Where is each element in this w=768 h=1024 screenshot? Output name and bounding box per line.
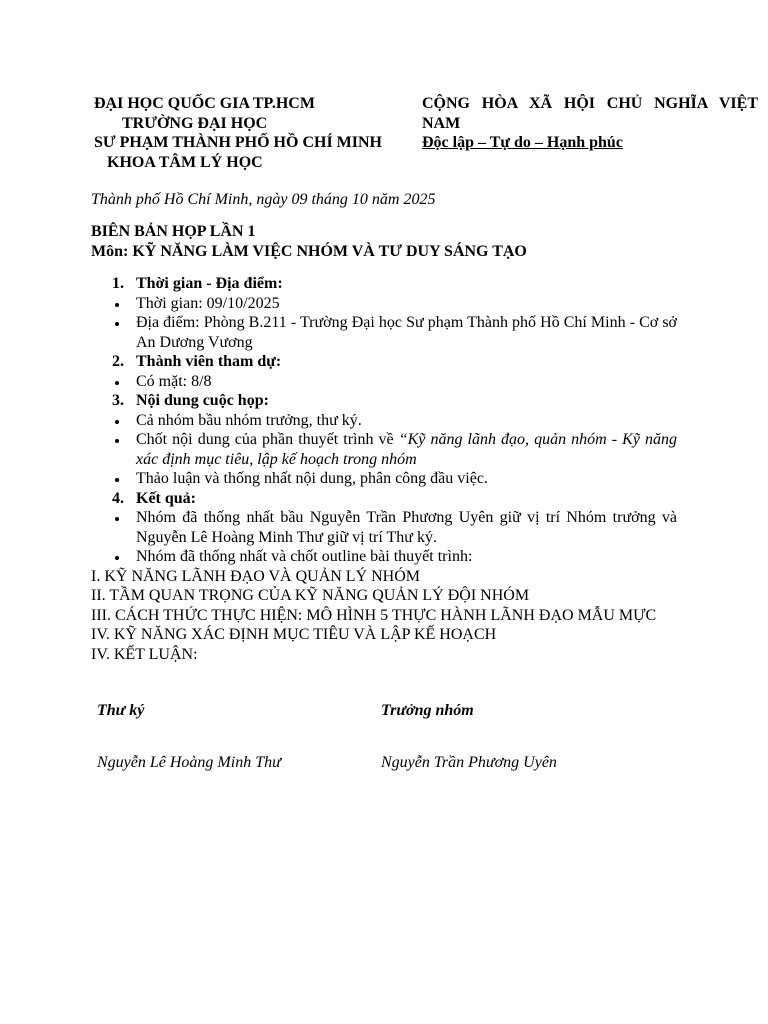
school-name-line2: SƯ PHẠM THÀNH PHỐ HỒ CHÍ MINH xyxy=(94,134,382,151)
minutes-content xyxy=(91,274,677,664)
secretary-name: Nguyễn Lê Hoàng Minh Thư xyxy=(97,754,281,771)
section-heading xyxy=(91,391,677,411)
leader-title: Trưởng nhóm xyxy=(381,702,474,719)
presentation-topic: “Kỹ năng lãnh đạo, quản nhóm - Kỹ năng xác định mục tiêu, lập kế hoạch trong nhóm xyxy=(136,431,677,468)
secretary-title: Thư ký xyxy=(97,702,145,719)
section-heading xyxy=(91,352,677,372)
section-heading xyxy=(91,489,677,509)
list-item: Cả nhóm bầu nhóm trưởng, thư ký. xyxy=(91,411,677,431)
leader-name: Nguyễn Trần Phương Uyên xyxy=(381,754,557,771)
document-subject: Môn: KỸ NĂNG LÀM VIỆC NHÓM VÀ TƯ DUY SÁNG TẠO xyxy=(91,243,527,260)
outline-item: II. TẦM QUAN TRỌNG CỦA KỸ NĂNG QUẢN LÝ ĐỘI NHÓM xyxy=(91,587,530,604)
list-item: Thảo luận và thống nhất nội dung, phân công đầu việc. xyxy=(91,469,677,489)
university-name: ĐẠI HỌC QUỐC GIA TP.HCM xyxy=(94,95,315,112)
nation-name-line2: NAM xyxy=(422,114,461,132)
nation-name-line1: CỘNG HÒA XÃ HỘI CHỦ NGHĨA VIỆT xyxy=(422,95,758,112)
document-date: Thành phố Hồ Chí Minh, ngày 09 tháng 10 năm 2025 xyxy=(91,191,436,208)
list-item xyxy=(91,430,677,469)
section-title: Thời gian - Địa điểm: xyxy=(136,275,283,292)
section-number: 4. xyxy=(112,489,124,507)
outline-item: IV. KỸ NĂNG XÁC ĐỊNH MỤC TIÊU VÀ LẬP KẾ HOẠCH xyxy=(91,626,497,643)
section-title: Thành viên tham dự: xyxy=(136,353,282,370)
institution-header xyxy=(92,94,392,172)
section-heading xyxy=(91,274,677,294)
list-item: Nhóm đã thống nhất và chốt outline bài thuyết trình: xyxy=(91,547,677,567)
outline-item: I. KỸ NĂNG LÃNH ĐẠO VÀ QUẢN LÝ NHÓM xyxy=(91,567,421,585)
list-item: Có mặt: 8/8 xyxy=(91,372,677,392)
section-number: 3. xyxy=(112,392,124,409)
section-title: Kết quả: xyxy=(136,489,196,507)
list-item-text: Chốt nội dung của phần thuyết trình về xyxy=(136,431,399,448)
faculty-name: KHOA TÂM LÝ HỌC xyxy=(107,153,263,171)
section-title: Nội dung cuộc họp: xyxy=(136,392,269,409)
list-item: Thời gian: 09/10/2025 xyxy=(91,294,677,314)
list-item: Địa điểm: Phòng B.211 - Trường Đại học Sư phạm Thành phố Hồ Chí Minh - Cơ sở An Dương Vương xyxy=(91,313,677,352)
school-name-line1: TRƯỜNG ĐẠI HỌC xyxy=(122,114,268,132)
document-title: BIÊN BẢN HỌP LẦN 1 xyxy=(91,223,256,240)
outline-item: IV. KẾT LUẬN: xyxy=(91,645,198,663)
outline-item: III. CÁCH THỨC THỰC HIỆN: MÔ HÌNH 5 THỰC HÀNH LÃNH ĐẠO MẪU MỰC xyxy=(91,606,657,624)
national-motto: Độc lập – Tự do – Hạnh phúc xyxy=(422,134,623,151)
section-number: 1. xyxy=(112,275,124,292)
national-header xyxy=(422,94,758,153)
section-number: 2. xyxy=(112,353,124,370)
list-item: Nhóm đã thống nhất bầu Nguyễn Trần Phương Uyên giữ vị trí Nhóm trưởng và Nguyễn Lê Hoàng Minh Thư giữ vị trí Thư ký. xyxy=(91,508,677,547)
